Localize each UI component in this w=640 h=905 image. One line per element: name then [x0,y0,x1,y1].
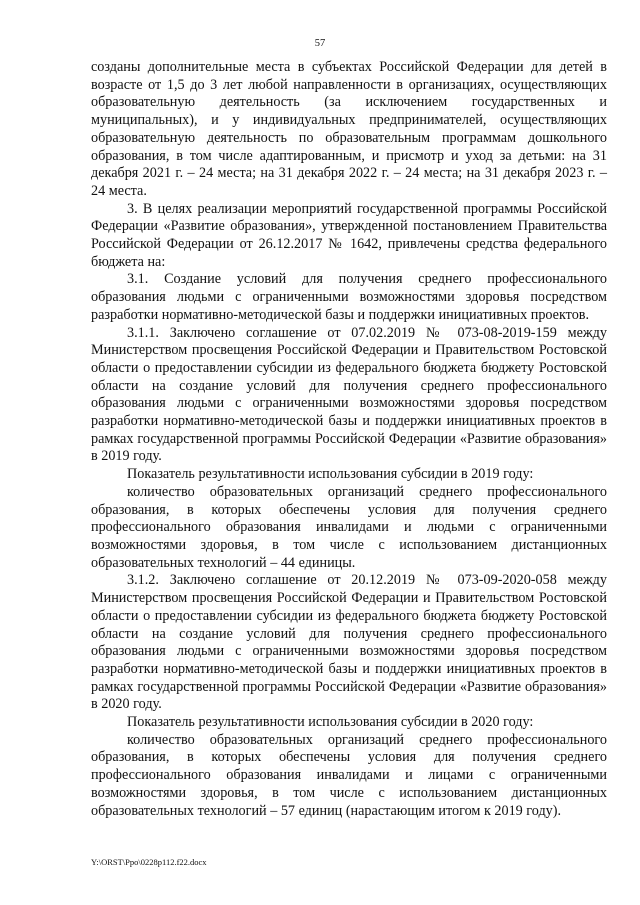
paragraph-additional-places: созданы дополнительные места в субъектах Российской Федерации для детей в возрасте от 1,5 до 3 лет любой направленности в организациях, осуществляющих образовательную деятельность (за исключением государственных и муниципальных), и у индивидуальных предпринимателей, осуществляющих образовательную деятельность по образовательным программам дошкольного образования, в том числе адаптированным, и присмотр и уход за детьми: на 31 декабря 2021 г. – 24 места; на 31 декабря 2022 г. – 24 места; на 31 декабря 2023 г. – 24 места. [91,59,607,199]
paragraph-indicator-2019-heading: Показатель результативности использования субсидии в 2019 году: [127,466,534,483]
footer-file-path: Y:\ORST\Ppo\0228p112.f22.docx [91,857,207,867]
paragraph-section-3-1: 3.1. Создание условий для получения среднего профессионального образования людьми с ограниченными возможностями здоровья посредством разработки нормативно-методической базы и поддержки инициативных проектов. [91,271,607,323]
paragraph-section-3-1-1: 3.1.1. Заключено соглашение от 07.02.2019 № 073-08-2019-159 между Министерством просвещения Российской Федерации и Правительством Ростовской области о предоставлении субсидии из федерального бюджета бюджету Ростовской области на создание условий для получения среднего профессионального образования людьми с ограниченными возможностями здоровья посредством разработки нормативно-методической базы и поддержки инициативных проектов в рамках государственной программы Российской Федерации «Развитие образования» в 2019 году. [91,324,607,465]
paragraph-indicator-2020: количество образовательных организаций среднего профессионального образования, в которых обеспечены условия для получения среднего профессионального образования инвалидами и лицами с ограниченными возможностями здоровья, в том числе с использованием дистанционных образовательных технологий – 57 единиц (нарастающим итогом к 2019 году). [91,731,607,819]
paragraph-section-3: 3. В целях реализации мероприятий государственной программы Российской Федерации «Развитие образования», утвержденной постановлением Правительства Российской Федерации от 26.12.2017 № 1642, привлечены средства федерального бюджета на: [91,200,607,270]
paragraph-indicator-2019: количество образовательных организаций среднего профессионального образования, в которых обеспечены условия для получения среднего профессионального образования инвалидами и людьми с ограниченными возможностями здоровья, в том числе с использованием дистанционных образовательных технологий – 44 единицы. [91,483,607,571]
page-number: 57 [314,38,326,49]
paragraph-indicator-2020-heading: Показатель результативности использования субсидии в 2020 году: [127,714,534,731]
paragraph-section-3-1-2: 3.1.2. Заключено соглашение от 20.12.2019 № 073-09-2020-058 между Министерством просвещения Российской Федерации и Правительством Ростовской области о предоставлении субсидии из федерального бюджета бюджету Ростовской области на создание условий для получения среднего профессионального образования людьми с ограниченными возможностями здоровья посредством разработки нормативно-методической базы и поддержки инициативных проектов в рамках государственной программы Российской Федерации «Развитие образования» в 2020 году. [91,572,607,713]
document-body [91,59,607,820]
